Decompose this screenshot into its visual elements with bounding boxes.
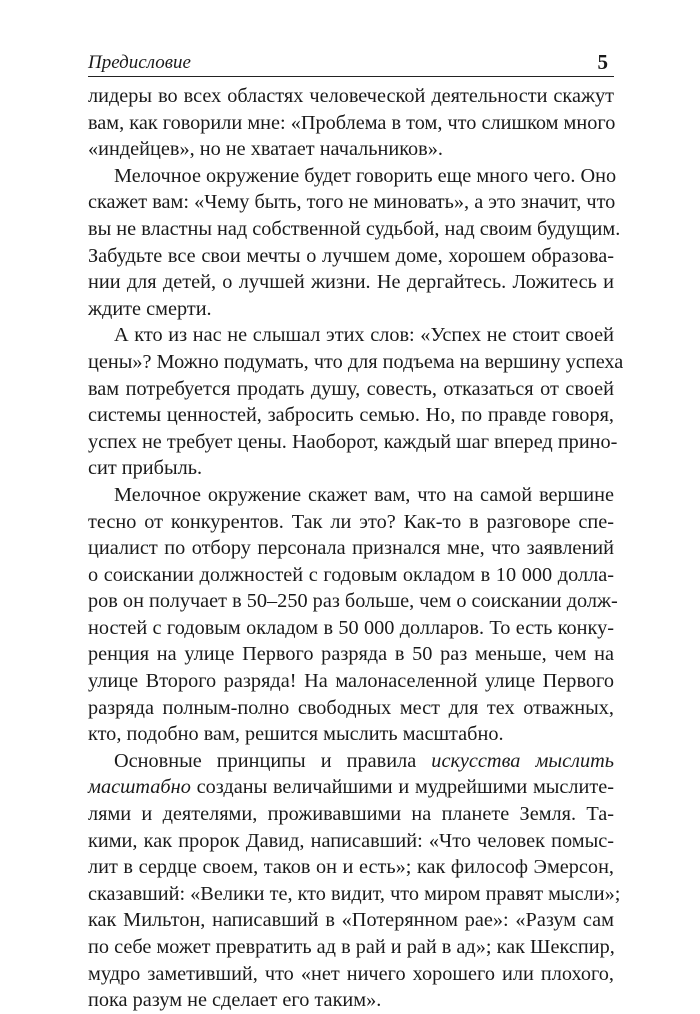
text-line: тесно от конкурентов. Так ли это? Как-то в разговоре спе-: [88, 510, 614, 533]
text-line: ров он получает в 50–250 раз больше, чем о соискании долж-: [88, 590, 618, 613]
emphasis-text: масштабно: [88, 776, 191, 799]
text-line: ностей с годовым окладом в 50 000 долларов. То есть конку-: [88, 616, 614, 639]
paragraph: [88, 322, 624, 482]
text-line: мудро заметивший, что «нет ничего хорошего или плохого,: [88, 962, 614, 985]
text-line: по себе может превратить ад в рай и рай в ад»; как Шекспир,: [88, 936, 615, 958]
text-line: кими, как пророк Давид, написавший: «Что человек помыс-: [88, 829, 614, 852]
emphasis-text: искусства мыслить: [431, 749, 614, 772]
text-line: системы ценностей, забросить семью. Но, по правде говоря,: [88, 404, 614, 427]
paragraph: [88, 163, 621, 323]
running-header: [88, 52, 614, 78]
text-line: ждите смерти.: [88, 297, 212, 320]
text-line: сказавший: «Велики те, кто видит, что миром правят мысли»;: [88, 882, 621, 905]
text-line: циалист по отбору персонала признался мне, что заявлений: [88, 537, 614, 560]
paragraph: [88, 83, 614, 163]
body-text: [88, 83, 624, 1014]
text-line: о соискании должностей с годовым окладом в 10 000 долла-: [88, 563, 614, 586]
text-line: улице Второго разряда! На малонаселенной улице Первого: [88, 670, 614, 693]
text-line: Мелочное окружение скажет вам, что на самой вершине: [114, 483, 614, 506]
text-line: скажет вам: «Чему быть, того не миновать», а это значит, что: [88, 191, 616, 214]
text-run: Основные принципы и правила: [114, 749, 432, 772]
text-line: лями и деятелями, проживавшими на планете Земля. Та-: [88, 803, 614, 826]
paragraph: [88, 482, 618, 748]
page-number: 5: [597, 50, 608, 74]
text-line: успех не требует цены. Наоборот, каждый шаг вперед прино-: [88, 430, 618, 453]
header-rule: [88, 76, 614, 77]
text-line: Забудьте все свои мечты о лучшем доме, хорошем образова-: [88, 244, 614, 267]
text-line: нии для детей, о лучшей жизни. Не дергайтесь. Ложитесь и: [88, 271, 614, 294]
paragraph: [88, 748, 621, 1014]
text-line: пока разум не сделает его таким».: [88, 989, 382, 1012]
text-line: кто, подобно вам, решится мыслить масштабно.: [88, 723, 504, 746]
text-line: вам, как говорили мне: «Проблема в том, что слишком много: [88, 111, 616, 134]
text-line: «индейцев», но не хватает начальников».: [88, 138, 443, 161]
text-line: Мелочное окружение будет говорить еще много чего. Оно: [114, 164, 617, 187]
text-run: созданы величайшими и мудрейшими мыслите-: [190, 776, 614, 799]
text-line: лидеры во всех областях человеческой деятельности скажут: [88, 85, 614, 107]
text-line: цены»? Можно подумать, что для подъема на вершину успеха: [88, 350, 624, 373]
chapter-title: Предисловие: [88, 52, 191, 73]
text-line: [88, 774, 614, 801]
text-line: А кто из нас не слышал этих слов: «Успех не стоит своей: [114, 324, 614, 347]
text-line: ренция на улице Первого разряда в 50 раз меньше, чем на: [88, 643, 614, 666]
text-line: вам потребуется продать душу, совесть, отказаться от своей: [88, 377, 614, 400]
text-line: сит прибыль.: [88, 457, 203, 480]
text-line: разряда полным-полно свободных мест для тех отважных,: [88, 696, 614, 719]
text-line: [88, 748, 614, 775]
text-line: как Мильтон, написавший в «Потерянном рае»: «Разум сам: [88, 909, 614, 932]
text-line: лит в сердце своем, таков он и есть»; как философ Эмерсон,: [88, 856, 614, 879]
text-line: вы не властны над собственной судьбой, над своим будущим.: [88, 217, 621, 240]
